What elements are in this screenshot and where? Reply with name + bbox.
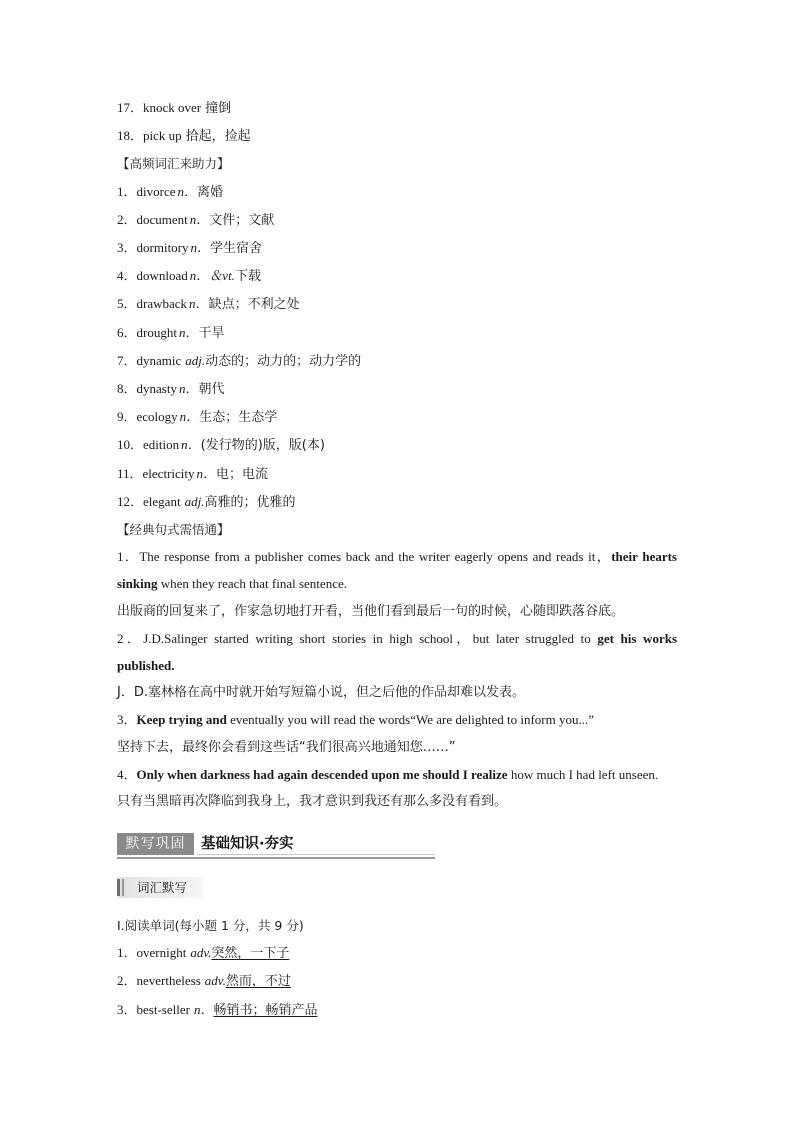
item-meaning: 撞倒 — [205, 101, 232, 116]
vocab-item: 2．document n．文件；文献 — [117, 211, 275, 228]
vocab-item: 11．electricity n．电；电流 — [117, 465, 269, 482]
vocab-item: 3．dormitory n．学生宿舍 — [117, 240, 263, 257]
vocab-item: 6．drought n．干旱 — [117, 324, 225, 341]
vocab-item: 12．elegant adj.高雅的；优雅的 — [117, 493, 296, 510]
sentence-chinese: 出版商的回复来了，作家急切地打开看，当他们看到最后一句的时候，心随即跌落谷底。 — [117, 603, 625, 619]
section-banner — [117, 830, 435, 859]
vocab-item — [117, 94, 677, 122]
sub-banner — [117, 877, 203, 898]
sub-banner-title: 词汇默写 — [137, 880, 188, 895]
sub-banner-bar — [122, 879, 124, 896]
sentence-chinese: J．D.塞林格在高中时就开始写短篇小说，但之后他的作品却难以发表。 — [117, 685, 525, 701]
vocab-item: 4．download n．＆vt.下载 — [117, 268, 261, 285]
banner-tag: 默写巩固 — [117, 833, 194, 855]
vocab-item: 10．edition n．(发行物的)版，版(本) — [117, 437, 325, 454]
sentence-english: 3．Keep trying and eventually you will read the words“We are delighted to inform you...” — [117, 712, 594, 728]
part-heading: Ⅰ.阅读单词(每小题 1 分，共 9 分) — [117, 918, 304, 933]
sentence-english: 2．J.D.Salinger started writing short stories in high school，but later struggled to get his works published. — [117, 630, 677, 674]
item-word: pick up — [143, 128, 182, 144]
document-body — [117, 94, 677, 815]
vocab-item: 7．dynamic adj.动态的；动力的；动力学的 — [117, 352, 362, 369]
answer-item: 1．overnight adv.突然，一下子 — [117, 945, 290, 962]
sentence-chinese: 只有当黑暗再次降临到我身上，我才意识到我还有那么多没有看到。 — [117, 794, 508, 810]
banner-rule — [197, 854, 435, 855]
sub-banner-bar — [117, 879, 120, 896]
item-word: knock over — [143, 100, 202, 115]
item-meaning: 拾起，捡起 — [185, 129, 251, 145]
answer-item: 3．best-seller n．畅销书；畅销产品 — [117, 1001, 318, 1018]
vocab-item: 1．divorce n．离婚 — [117, 183, 224, 200]
sentence-english: 4．Only when darkness had again descended upon me should I realize how much I had left unseen. — [117, 766, 659, 782]
answer-text: 然而，不过 — [225, 974, 291, 990]
answer-text: 突然，一下子 — [211, 946, 290, 962]
item-number: 17． — [117, 100, 144, 115]
item-number: 18． — [117, 128, 144, 144]
answer-text: 畅销书；畅销产品 — [213, 1002, 318, 1018]
reading-words-section — [117, 912, 677, 1024]
section-heading-sentences: 【经典句式需悟通】 — [117, 522, 230, 538]
answer-item: 2．nevertheless adv.然而，不过 — [117, 973, 291, 990]
vocab-item — [117, 122, 677, 150]
sentence-chinese: 坚持下去，最终你会看到这些话“我们很高兴地通知您……” — [117, 739, 456, 755]
banner-title: 基础知识·夯实 — [201, 836, 294, 852]
vocab-item: 5．drawback n．缺点；不利之处 — [117, 296, 300, 313]
sentence-english: 1．The response from a publisher comes back and the writer eagerly opens and reads it，their hearts sinking when they reach that final sentence. — [117, 549, 677, 592]
vocab-item: 9．ecology n．生态；生态学 — [117, 409, 278, 426]
vocab-item: 8．dynasty n．朝代 — [117, 381, 225, 398]
banner-rule — [117, 857, 435, 859]
section-heading-high-freq: 【高频词汇来助力】 — [117, 156, 230, 172]
